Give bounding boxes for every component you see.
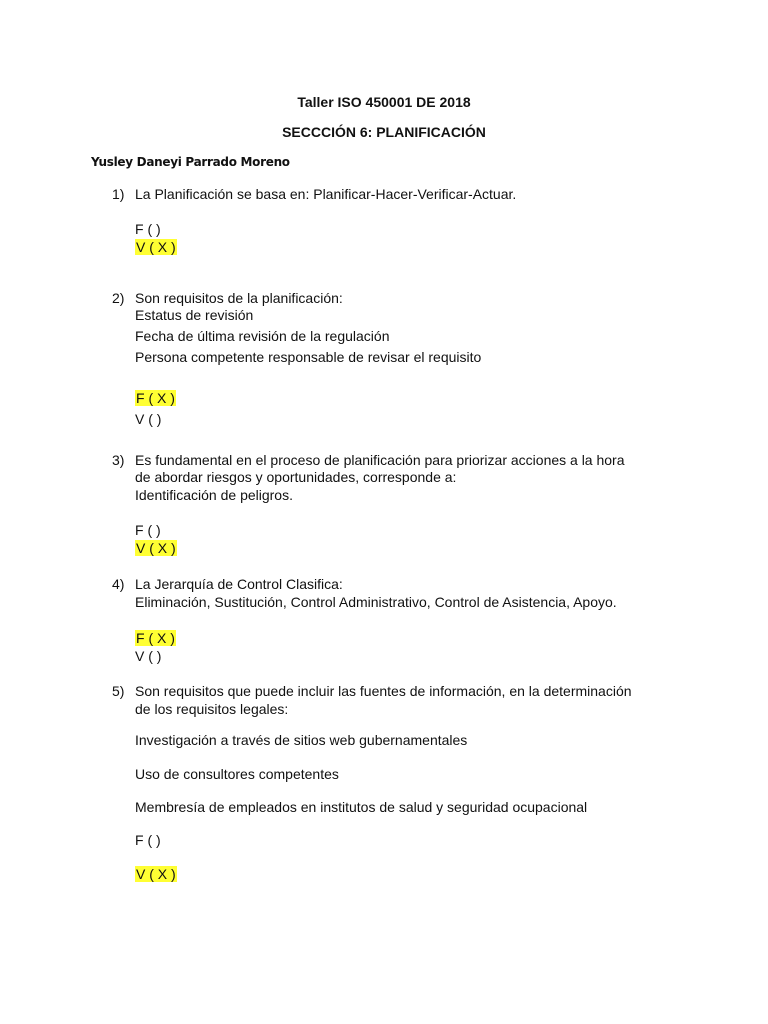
option-v-label: V ( ) [135, 648, 162, 664]
option-f-label: F ( ) [135, 221, 161, 237]
question-4-number: 4) [112, 576, 125, 592]
question-3-number: 3) [112, 452, 125, 468]
question-2-item: Estatus de revisión [135, 307, 254, 323]
question-5-number: 5) [112, 683, 125, 699]
question-5-item: Investigación a través de sitios web gubernamentales [135, 732, 468, 748]
section-title: SECCCIÓN 6: PLANIFICACIÓN [282, 124, 486, 140]
option-v-label-highlighted: V ( X ) [136, 866, 176, 882]
question-3-text: Es fundamental en el proceso de planificación para priorizar acciones a la hora [135, 452, 625, 468]
question-1-option-f [135, 221, 161, 238]
question-5-item: Uso de consultores competentes [135, 766, 339, 782]
question-3-option-v [135, 540, 177, 557]
question-4-option-v [135, 648, 161, 665]
option-v-label-highlighted: V ( X ) [136, 540, 176, 556]
question-3-text: Identificación de peligros. [135, 487, 293, 503]
option-f-label: F ( ) [135, 832, 161, 848]
question-5-option-f [135, 832, 161, 849]
question-2-option-f [135, 390, 176, 407]
option-f-label: F ( ) [135, 522, 161, 538]
question-2-item: Fecha de última revisión de la regulación [135, 328, 390, 344]
question-4-text: Eliminación, Sustitución, Control Administrativo, Control de Asistencia, Apoyo. [135, 594, 617, 610]
question-2-text: Son requisitos de la planificación: [135, 290, 343, 306]
question-2-option-v [135, 411, 161, 428]
author-name: Yusley Daneyi Parrado Moreno [91, 155, 290, 169]
document-title: Taller ISO 450001 DE 2018 [297, 94, 471, 110]
question-1-text: La Planificación se basa en: Planificar-Hacer-Verificar-Actuar. [135, 186, 517, 202]
question-5-option-v [135, 866, 177, 883]
question-3-text: de abordar riesgos y oportunidades, corresponde a: [135, 469, 457, 485]
question-1-option-v [135, 239, 177, 256]
question-4-option-f [135, 630, 176, 647]
option-v-label-highlighted: V ( X ) [136, 239, 176, 255]
option-v-label: V ( ) [135, 411, 162, 427]
option-f-label-highlighted: F ( X ) [136, 390, 175, 406]
question-2-number: 2) [112, 290, 125, 306]
question-4-text: La Jerarquía de Control Clasifica: [135, 576, 343, 592]
question-2-item: Persona competente responsable de revisar el requisito [135, 349, 482, 365]
question-5-text: de los requisitos legales: [135, 701, 289, 717]
question-3-option-f [135, 522, 161, 539]
question-5-text: Son requisitos que puede incluir las fuentes de información, en la determinación [135, 683, 632, 699]
question-5-item: Membresía de empleados en institutos de salud y seguridad ocupacional [135, 799, 588, 815]
question-1-number: 1) [112, 186, 125, 202]
option-f-label-highlighted: F ( X ) [136, 630, 175, 646]
